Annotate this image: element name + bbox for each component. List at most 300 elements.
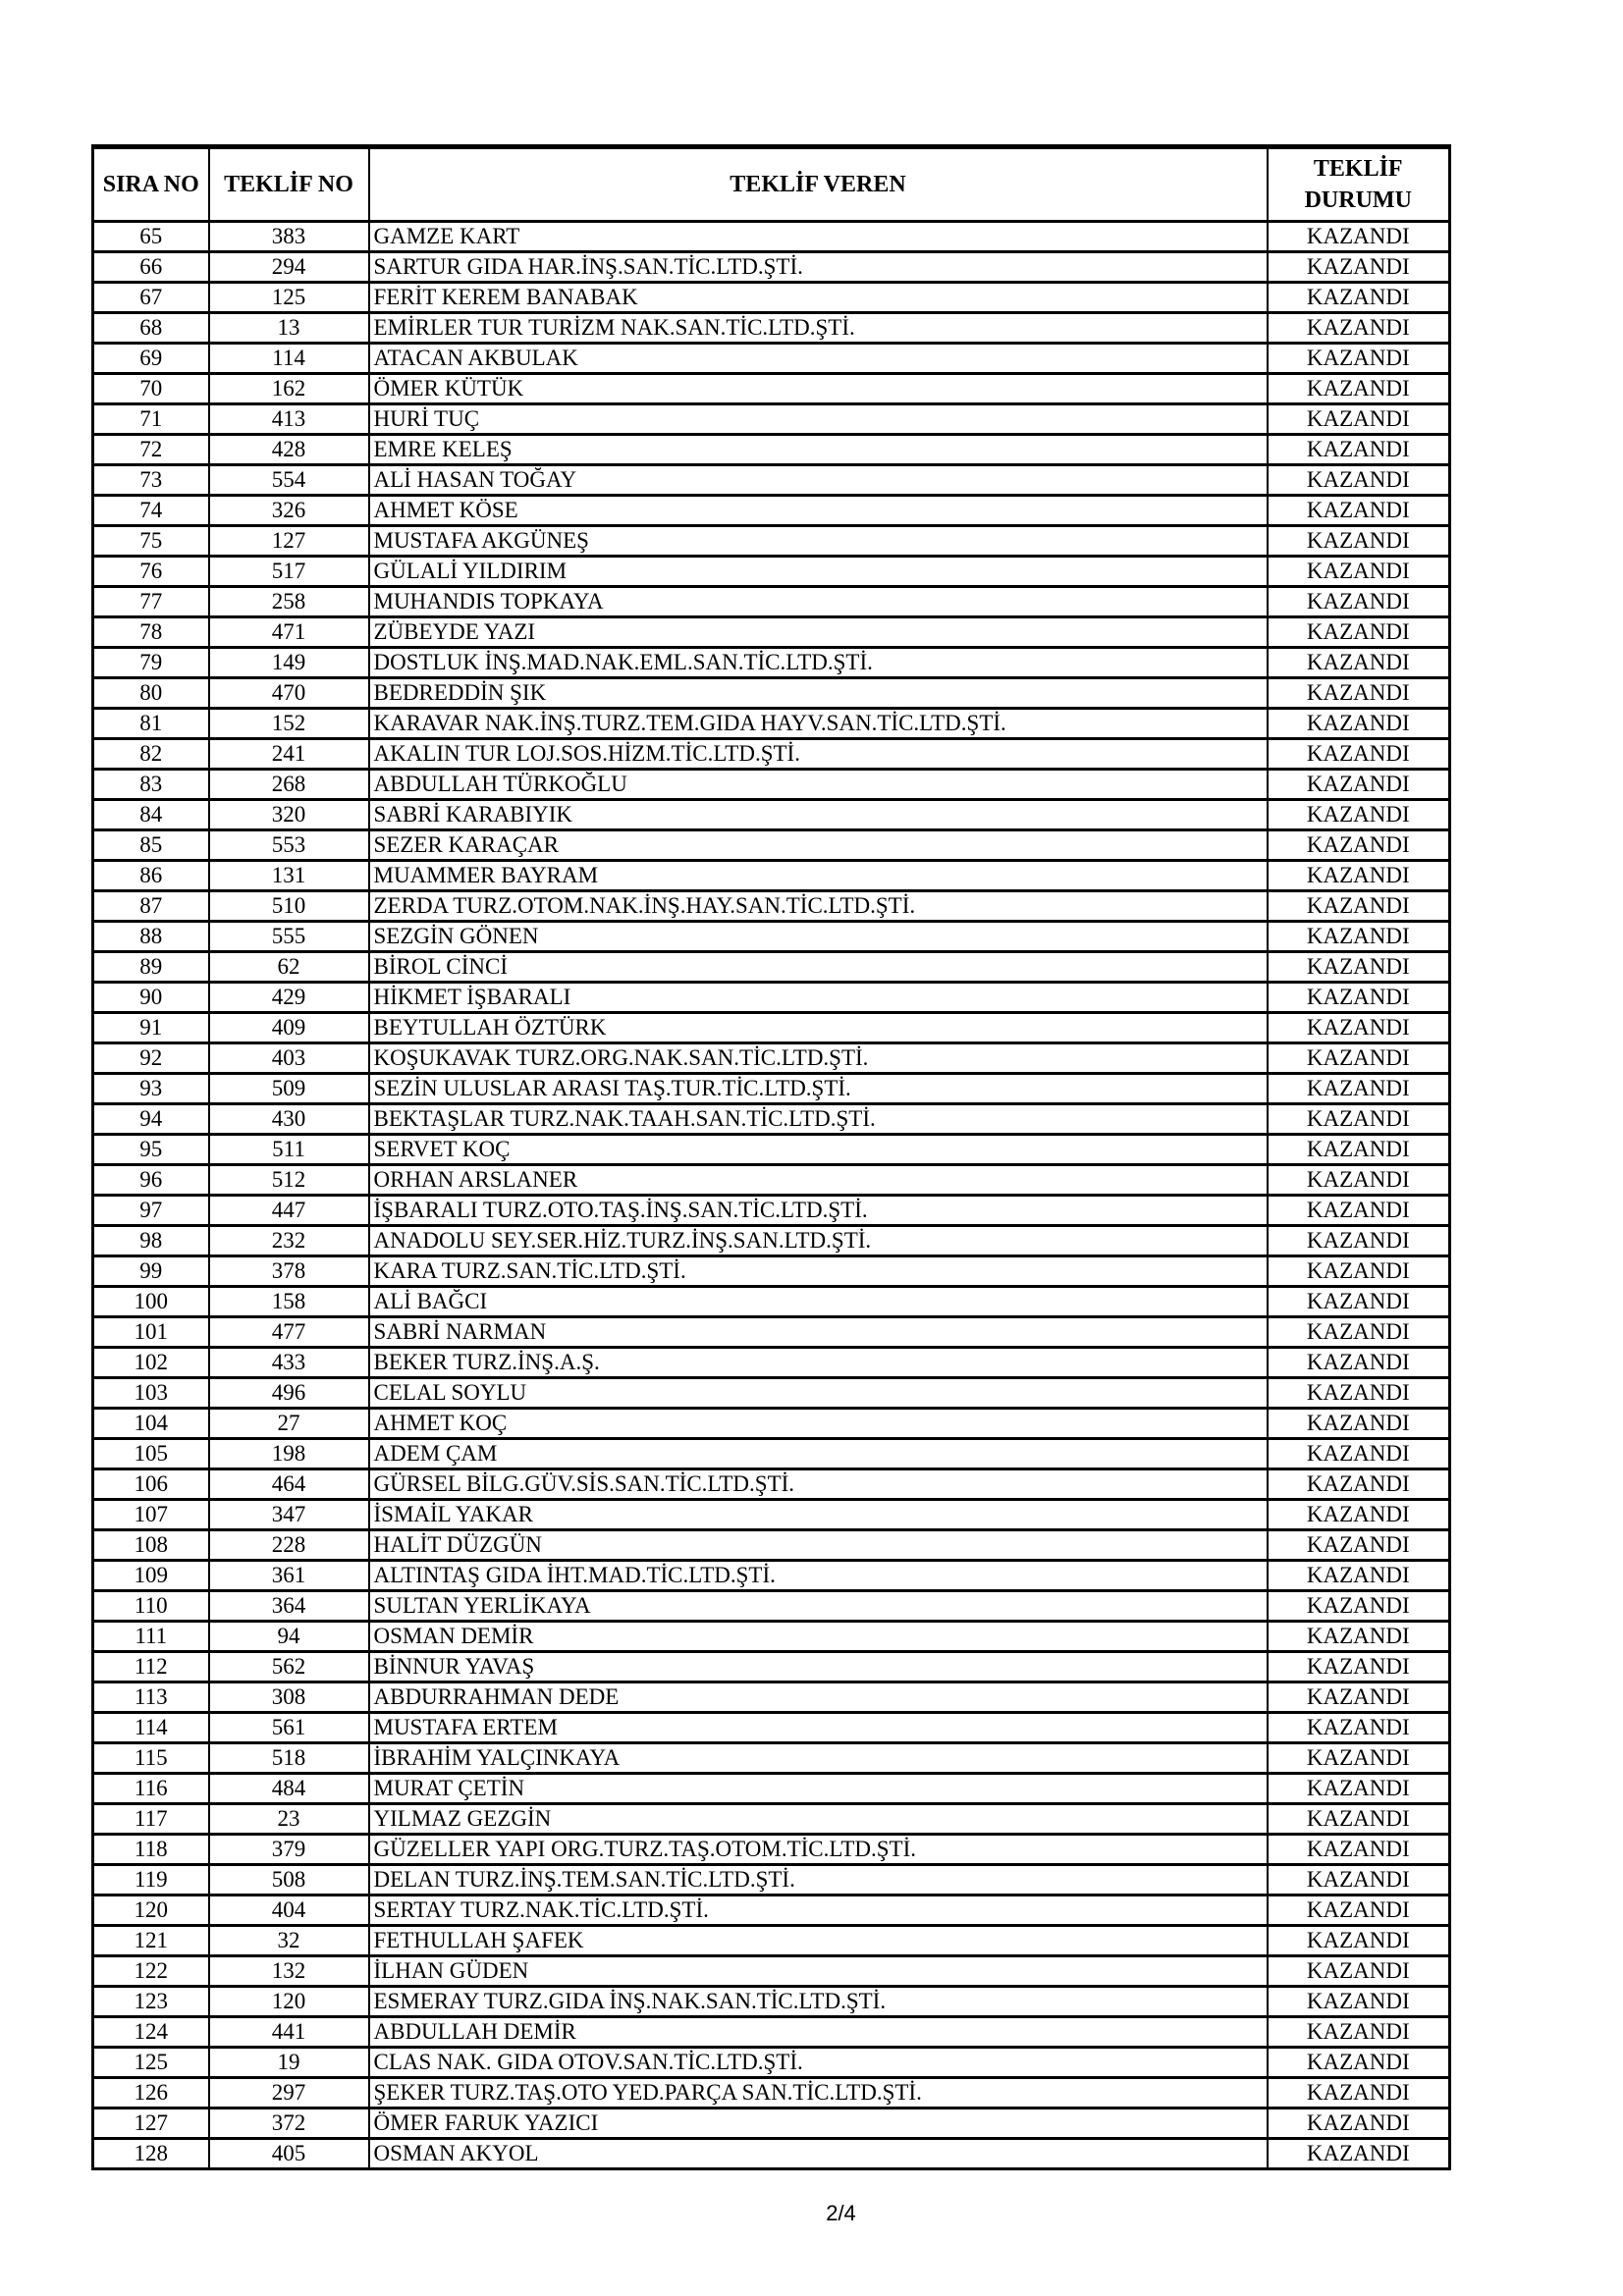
cell-teklif-durumu: KAZANDI [1268,617,1450,648]
cell-sira-no: 114 [93,1713,209,1743]
cell-teklif-durumu: KAZANDI [1268,374,1450,404]
table-row [93,1835,1450,1865]
table-row [93,1226,1450,1256]
cell-teklif-durumu: KAZANDI [1268,1530,1450,1561]
cell-teklif-durumu: KAZANDI [1268,922,1450,952]
table-row [93,861,1450,891]
cell-teklif-veren: ORHAN ARSLANER [369,1165,1268,1196]
cell-teklif-no: 372 [209,2109,369,2139]
results-table-body [93,222,1450,2169]
cell-sira-no: 90 [93,983,209,1013]
table-row [93,739,1450,770]
cell-sira-no: 84 [93,800,209,830]
table-row [93,1074,1450,1104]
cell-teklif-durumu: KAZANDI [1268,526,1450,557]
table-row [93,1104,1450,1135]
cell-teklif-no: 496 [209,1378,369,1409]
cell-teklif-durumu: KAZANDI [1268,1409,1450,1439]
table-row [93,678,1450,709]
cell-teklif-veren: MUHANDIS TOPKAYA [369,587,1268,617]
cell-sira-no: 83 [93,770,209,800]
cell-teklif-no: 510 [209,891,369,922]
table-row [93,557,1450,587]
cell-teklif-veren: EMİRLER TUR TURİZM NAK.SAN.TİC.LTD.ŞTİ. [369,313,1268,344]
cell-teklif-no: 518 [209,1743,369,1774]
table-row [93,922,1450,952]
cell-teklif-durumu: KAZANDI [1268,404,1450,435]
cell-teklif-durumu: KAZANDI [1268,1256,1450,1287]
cell-sira-no: 123 [93,1987,209,2017]
cell-teklif-veren: SULTAN YERLİKAYA [369,1591,1268,1622]
cell-teklif-durumu: KAZANDI [1268,1561,1450,1591]
cell-teklif-no: 241 [209,739,369,770]
cell-teklif-veren: OSMAN DEMİR [369,1622,1268,1652]
cell-sira-no: 127 [93,2109,209,2139]
cell-teklif-veren: HALİT DÜZGÜN [369,1530,1268,1561]
table-row [93,1622,1450,1652]
table-row [93,496,1450,526]
cell-teklif-durumu: KAZANDI [1268,983,1450,1013]
cell-teklif-durumu: KAZANDI [1268,1469,1450,1500]
table-row [93,830,1450,861]
cell-teklif-no: 232 [209,1226,369,1256]
cell-teklif-no: 433 [209,1348,369,1378]
cell-teklif-veren: GÜRSEL BİLG.GÜV.SİS.SAN.TİC.LTD.ŞTİ. [369,1469,1268,1500]
cell-teklif-durumu: KAZANDI [1268,1165,1450,1196]
cell-teklif-no: 294 [209,252,369,283]
cell-teklif-durumu: KAZANDI [1268,1074,1450,1104]
cell-sira-no: 102 [93,1348,209,1378]
cell-teklif-durumu: KAZANDI [1268,1196,1450,1226]
table-row [93,709,1450,739]
table-row [93,222,1450,252]
cell-teklif-veren: İŞBARALI TURZ.OTO.TAŞ.İNŞ.SAN.TİC.LTD.ŞTİ. [369,1196,1268,1226]
table-row [93,252,1450,283]
cell-teklif-no: 554 [209,465,369,496]
cell-teklif-veren: YILMAZ GEZGİN [369,1804,1268,1835]
table-row [93,1561,1450,1591]
cell-teklif-no: 158 [209,1287,369,1317]
cell-sira-no: 113 [93,1682,209,1713]
cell-teklif-no: 127 [209,526,369,557]
cell-teklif-no: 555 [209,922,369,952]
table-row [93,1774,1450,1804]
cell-teklif-veren: ESMERAY TURZ.GIDA İNŞ.NAK.SAN.TİC.LTD.ŞTİ. [369,1987,1268,2017]
cell-teklif-no: 320 [209,800,369,830]
table-row [93,2078,1450,2109]
cell-sira-no: 124 [93,2017,209,2048]
cell-sira-no: 85 [93,830,209,861]
cell-sira-no: 77 [93,587,209,617]
cell-teklif-no: 152 [209,709,369,739]
cell-sira-no: 94 [93,1104,209,1135]
table-row [93,1896,1450,1926]
cell-teklif-no: 347 [209,1500,369,1530]
cell-teklif-veren: SEZER KARAÇAR [369,830,1268,861]
cell-sira-no: 104 [93,1409,209,1439]
cell-sira-no: 110 [93,1591,209,1622]
cell-teklif-durumu: KAZANDI [1268,1591,1450,1622]
cell-teklif-no: 132 [209,1956,369,1987]
table-row [93,1165,1450,1196]
cell-teklif-no: 509 [209,1074,369,1104]
cell-teklif-veren: BEKTAŞLAR TURZ.NAK.TAAH.SAN.TİC.LTD.ŞTİ. [369,1104,1268,1135]
cell-teklif-veren: SABRİ KARABIYIK [369,800,1268,830]
table-row [93,1439,1450,1469]
cell-teklif-durumu: KAZANDI [1268,1317,1450,1348]
cell-teklif-veren: İLHAN GÜDEN [369,1956,1268,1987]
cell-teklif-durumu: KAZANDI [1268,435,1450,465]
cell-sira-no: 128 [93,2139,209,2169]
cell-teklif-durumu: KAZANDI [1268,1287,1450,1317]
cell-teklif-no: 379 [209,1835,369,1865]
cell-sira-no: 73 [93,465,209,496]
cell-teklif-no: 403 [209,1043,369,1074]
table-row [93,1926,1450,1956]
cell-sira-no: 111 [93,1622,209,1652]
table-row [93,770,1450,800]
cell-teklif-no: 27 [209,1409,369,1439]
cell-teklif-veren: AHMET KÖSE [369,496,1268,526]
cell-sira-no: 68 [93,313,209,344]
cell-teklif-no: 464 [209,1469,369,1500]
cell-sira-no: 66 [93,252,209,283]
table-row [93,1317,1450,1348]
cell-sira-no: 78 [93,617,209,648]
table-row [93,648,1450,678]
cell-sira-no: 112 [93,1652,209,1682]
cell-teklif-no: 32 [209,1926,369,1956]
cell-sira-no: 89 [93,952,209,983]
table-row [93,465,1450,496]
header-teklif-durumu: TEKLİF DURUMU [1268,147,1450,222]
header-teklif-no: TEKLİF NO [209,147,369,222]
table-row [93,1530,1450,1561]
table-row [93,1865,1450,1896]
cell-teklif-durumu: KAZANDI [1268,496,1450,526]
cell-sira-no: 105 [93,1439,209,1469]
table-row [93,344,1450,374]
cell-teklif-veren: FERİT KEREM BANABAK [369,283,1268,313]
table-row [93,1348,1450,1378]
cell-teklif-veren: SERVET KOÇ [369,1135,1268,1165]
cell-sira-no: 115 [93,1743,209,1774]
cell-teklif-no: 23 [209,1804,369,1835]
cell-teklif-veren: ZÜBEYDE YAZI [369,617,1268,648]
cell-teklif-veren: DELAN TURZ.İNŞ.TEM.SAN.TİC.LTD.ŞTİ. [369,1865,1268,1896]
cell-teklif-veren: ABDULLAH TÜRKOĞLU [369,770,1268,800]
table-row [93,283,1450,313]
cell-teklif-durumu: KAZANDI [1268,770,1450,800]
cell-sira-no: 106 [93,1469,209,1500]
cell-teklif-veren: FETHULLAH ŞAFEK [369,1926,1268,1956]
cell-teklif-no: 441 [209,2017,369,2048]
cell-sira-no: 103 [93,1378,209,1409]
cell-teklif-durumu: KAZANDI [1268,1926,1450,1956]
table-row [93,1804,1450,1835]
cell-teklif-durumu: KAZANDI [1268,709,1450,739]
cell-sira-no: 125 [93,2048,209,2078]
table-row [93,1256,1450,1287]
cell-teklif-veren: MURAT ÇETİN [369,1774,1268,1804]
cell-teklif-durumu: KAZANDI [1268,1956,1450,1987]
cell-teklif-veren: CELAL SOYLU [369,1378,1268,1409]
cell-teklif-veren: MUSTAFA ERTEM [369,1713,1268,1743]
cell-sira-no: 87 [93,891,209,922]
cell-teklif-no: 405 [209,2139,369,2169]
cell-teklif-durumu: KAZANDI [1268,1013,1450,1043]
cell-teklif-no: 383 [209,222,369,252]
cell-teklif-veren: BEDREDDİN ŞIK [369,678,1268,709]
cell-teklif-durumu: KAZANDI [1268,861,1450,891]
cell-sira-no: 76 [93,557,209,587]
cell-teklif-durumu: KAZANDI [1268,1682,1450,1713]
cell-teklif-durumu: KAZANDI [1268,1043,1450,1074]
cell-teklif-no: 125 [209,283,369,313]
cell-teklif-veren: DOSTLUK İNŞ.MAD.NAK.EML.SAN.TİC.LTD.ŞTİ. [369,648,1268,678]
cell-teklif-veren: ATACAN AKBULAK [369,344,1268,374]
cell-teklif-veren: GÜLALİ YILDIRIM [369,557,1268,587]
cell-teklif-durumu: KAZANDI [1268,1835,1450,1865]
cell-teklif-veren: OSMAN AKYOL [369,2139,1268,2169]
cell-teklif-no: 409 [209,1013,369,1043]
cell-teklif-durumu: KAZANDI [1268,1226,1450,1256]
table-row [93,1591,1450,1622]
cell-teklif-durumu: KAZANDI [1268,1652,1450,1682]
cell-teklif-durumu: KAZANDI [1268,1713,1450,1743]
cell-teklif-no: 378 [209,1256,369,1287]
cell-teklif-no: 364 [209,1591,369,1622]
cell-teklif-no: 429 [209,983,369,1013]
table-row [93,1469,1450,1500]
table-row [93,1135,1450,1165]
cell-sira-no: 82 [93,739,209,770]
table-row [93,2109,1450,2139]
cell-teklif-durumu: KAZANDI [1268,1987,1450,2017]
cell-teklif-veren: ZERDA TURZ.OTOM.NAK.İNŞ.HAY.SAN.TİC.LTD.ŞTİ. [369,891,1268,922]
cell-teklif-durumu: KAZANDI [1268,1348,1450,1378]
cell-sira-no: 109 [93,1561,209,1591]
cell-teklif-veren: ALTINTAŞ GIDA İHT.MAD.TİC.LTD.ŞTİ. [369,1561,1268,1591]
cell-sira-no: 91 [93,1013,209,1043]
cell-teklif-veren: SABRİ NARMAN [369,1317,1268,1348]
cell-sira-no: 86 [93,861,209,891]
cell-teklif-durumu: KAZANDI [1268,344,1450,374]
cell-sira-no: 126 [93,2078,209,2109]
cell-teklif-veren: İBRAHİM YALÇINKAYA [369,1743,1268,1774]
table-row [93,983,1450,1013]
table-row [93,1500,1450,1530]
cell-teklif-veren: SEZGİN GÖNEN [369,922,1268,952]
cell-sira-no: 79 [93,648,209,678]
cell-sira-no: 97 [93,1196,209,1226]
cell-teklif-veren: ADEM ÇAM [369,1439,1268,1469]
results-table [91,144,1451,2170]
cell-teklif-veren: AHMET KOÇ [369,1409,1268,1439]
table-row [93,617,1450,648]
cell-teklif-durumu: KAZANDI [1268,222,1450,252]
cell-teklif-veren: ANADOLU SEY.SER.HİZ.TURZ.İNŞ.SAN.LTD.ŞTİ. [369,1226,1268,1256]
cell-teklif-durumu: KAZANDI [1268,800,1450,830]
cell-teklif-veren: GAMZE KART [369,222,1268,252]
table-row [93,1043,1450,1074]
cell-teklif-no: 258 [209,587,369,617]
cell-sira-no: 95 [93,1135,209,1165]
cell-teklif-veren: HURİ TUÇ [369,404,1268,435]
table-row [93,2048,1450,2078]
cell-sira-no: 80 [93,678,209,709]
cell-teklif-durumu: KAZANDI [1268,2078,1450,2109]
cell-sira-no: 70 [93,374,209,404]
cell-teklif-veren: BEYTULLAH ÖZTÜRK [369,1013,1268,1043]
cell-teklif-no: 149 [209,648,369,678]
cell-sira-no: 81 [93,709,209,739]
cell-teklif-durumu: KAZANDI [1268,1500,1450,1530]
cell-teklif-veren: HİKMET İŞBARALI [369,983,1268,1013]
cell-teklif-durumu: KAZANDI [1268,557,1450,587]
cell-teklif-durumu: KAZANDI [1268,1378,1450,1409]
cell-teklif-veren: MUSTAFA AKGÜNEŞ [369,526,1268,557]
cell-teklif-durumu: KAZANDI [1268,283,1450,313]
cell-teklif-durumu: KAZANDI [1268,1439,1450,1469]
cell-teklif-durumu: KAZANDI [1268,2048,1450,2078]
table-row [93,313,1450,344]
cell-sira-no: 122 [93,1956,209,1987]
cell-teklif-durumu: KAZANDI [1268,1622,1450,1652]
cell-sira-no: 101 [93,1317,209,1348]
table-row [93,2139,1450,2169]
cell-teklif-no: 430 [209,1104,369,1135]
cell-teklif-veren: GÜZELLER YAPI ORG.TURZ.TAŞ.OTOM.TİC.LTD.ŞTİ. [369,1835,1268,1865]
cell-teklif-no: 477 [209,1317,369,1348]
cell-sira-no: 100 [93,1287,209,1317]
cell-teklif-no: 413 [209,404,369,435]
cell-teklif-durumu: KAZANDI [1268,1865,1450,1896]
table-row [93,1713,1450,1743]
cell-teklif-durumu: KAZANDI [1268,2109,1450,2139]
cell-teklif-durumu: KAZANDI [1268,587,1450,617]
cell-sira-no: 75 [93,526,209,557]
table-row [93,374,1450,404]
cell-teklif-no: 131 [209,861,369,891]
cell-sira-no: 121 [93,1926,209,1956]
cell-sira-no: 65 [93,222,209,252]
table-row [93,952,1450,983]
cell-teklif-no: 120 [209,1987,369,2017]
cell-teklif-durumu: KAZANDI [1268,1104,1450,1135]
cell-teklif-veren: KARAVAR NAK.İNŞ.TURZ.TEM.GIDA HAYV.SAN.TİC.LTD.ŞTİ. [369,709,1268,739]
cell-teklif-no: 268 [209,770,369,800]
cell-teklif-no: 562 [209,1652,369,1682]
cell-sira-no: 99 [93,1256,209,1287]
cell-teklif-no: 94 [209,1622,369,1652]
header-teklif-veren: TEKLİF VEREN [369,147,1268,222]
cell-teklif-no: 470 [209,678,369,709]
cell-teklif-durumu: KAZANDI [1268,1743,1450,1774]
cell-teklif-no: 228 [209,1530,369,1561]
table-row [93,1378,1450,1409]
cell-teklif-no: 198 [209,1439,369,1469]
cell-teklif-no: 517 [209,557,369,587]
table-row [93,1743,1450,1774]
table-row [93,435,1450,465]
cell-teklif-no: 561 [209,1713,369,1743]
cell-sira-no: 67 [93,283,209,313]
cell-teklif-no: 114 [209,344,369,374]
table-row [93,1287,1450,1317]
table-row [93,891,1450,922]
cell-teklif-durumu: KAZANDI [1268,2139,1450,2169]
table-row [93,2017,1450,2048]
cell-teklif-durumu: KAZANDI [1268,648,1450,678]
cell-teklif-veren: EMRE KELEŞ [369,435,1268,465]
cell-teklif-veren: ŞEKER TURZ.TAŞ.OTO YED.PARÇA SAN.TİC.LTD.ŞTİ. [369,2078,1268,2109]
table-row [93,1652,1450,1682]
cell-sira-no: 119 [93,1865,209,1896]
header-sira-no: SIRA NO [93,147,209,222]
table-row [93,1013,1450,1043]
cell-teklif-no: 447 [209,1196,369,1226]
cell-teklif-durumu: KAZANDI [1268,1804,1450,1835]
cell-teklif-durumu: KAZANDI [1268,952,1450,983]
cell-teklif-veren: CLAS NAK. GIDA OTOV.SAN.TİC.LTD.ŞTİ. [369,2048,1268,2078]
page-number: 2/4 [826,2201,856,2225]
table-row [93,1409,1450,1439]
table-row [93,800,1450,830]
cell-teklif-no: 308 [209,1682,369,1713]
cell-teklif-veren: AKALIN TUR LOJ.SOS.HİZM.TİC.LTD.ŞTİ. [369,739,1268,770]
cell-teklif-veren: BEKER TURZ.İNŞ.A.Ş. [369,1348,1268,1378]
cell-teklif-durumu: KAZANDI [1268,313,1450,344]
cell-teklif-durumu: KAZANDI [1268,739,1450,770]
cell-teklif-no: 404 [209,1896,369,1926]
cell-teklif-veren: SARTUR GIDA HAR.İNŞ.SAN.TİC.LTD.ŞTİ. [369,252,1268,283]
cell-teklif-durumu: KAZANDI [1268,252,1450,283]
cell-teklif-veren: ALİ BAĞCI [369,1287,1268,1317]
cell-teklif-no: 428 [209,435,369,465]
cell-teklif-no: 471 [209,617,369,648]
cell-teklif-veren: İSMAİL YAKAR [369,1500,1268,1530]
cell-teklif-durumu: KAZANDI [1268,1896,1450,1926]
cell-teklif-veren: ABDULLAH DEMİR [369,2017,1268,2048]
cell-teklif-durumu: KAZANDI [1268,891,1450,922]
table-row [93,1196,1450,1226]
cell-sira-no: 72 [93,435,209,465]
cell-sira-no: 117 [93,1804,209,1835]
cell-teklif-no: 508 [209,1865,369,1896]
table-row [93,1956,1450,1987]
cell-sira-no: 107 [93,1500,209,1530]
table-row [93,404,1450,435]
cell-teklif-no: 19 [209,2048,369,2078]
cell-teklif-no: 297 [209,2078,369,2109]
cell-teklif-no: 484 [209,1774,369,1804]
cell-teklif-no: 62 [209,952,369,983]
cell-teklif-veren: SERTAY TURZ.NAK.TİC.LTD.ŞTİ. [369,1896,1268,1926]
cell-teklif-durumu: KAZANDI [1268,465,1450,496]
cell-teklif-durumu: KAZANDI [1268,830,1450,861]
table-row [93,587,1450,617]
cell-teklif-veren: ÖMER KÜTÜK [369,374,1268,404]
table-header-row [93,147,1450,222]
cell-sira-no: 98 [93,1226,209,1256]
cell-teklif-no: 326 [209,496,369,526]
cell-teklif-no: 162 [209,374,369,404]
cell-teklif-veren: ALİ HASAN TOĞAY [369,465,1268,496]
cell-teklif-durumu: KAZANDI [1268,678,1450,709]
cell-sira-no: 74 [93,496,209,526]
cell-teklif-no: 553 [209,830,369,861]
